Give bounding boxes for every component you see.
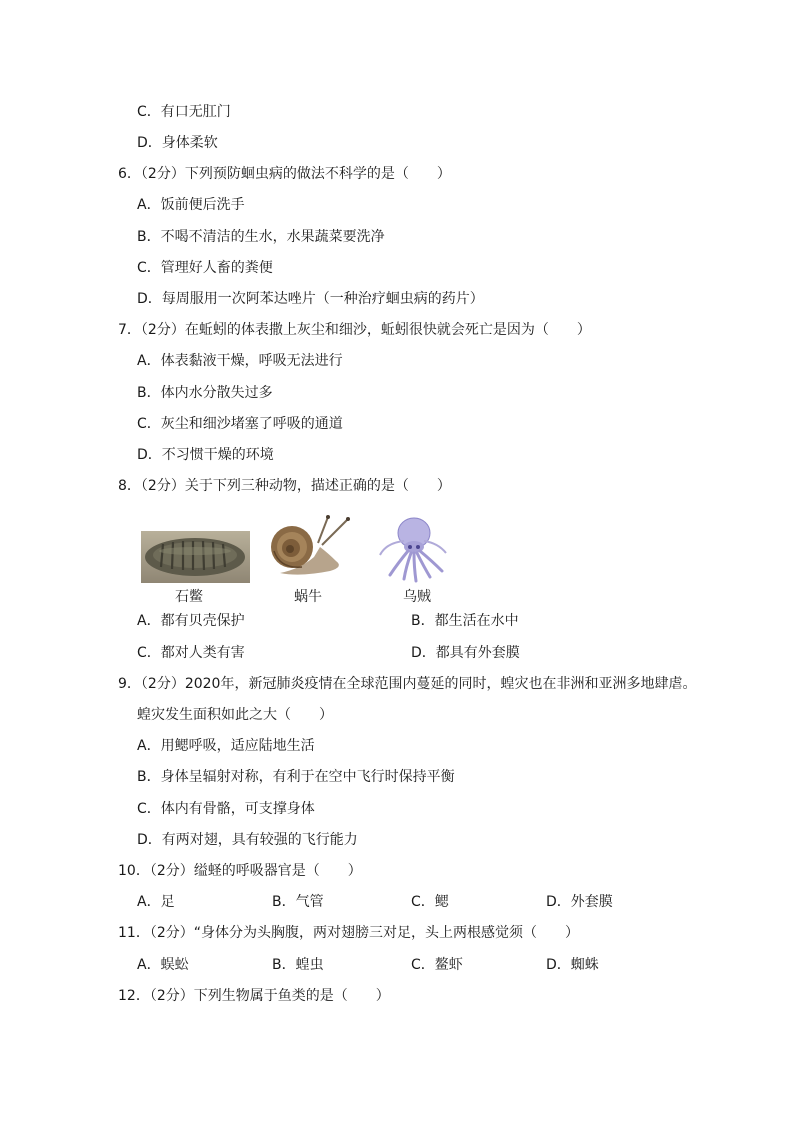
q6-stem: 6．（2分）下列预防蛔虫病的做法不科学的是（ ）	[118, 166, 451, 182]
q9-option-a: A．用鳃呼吸，适应陆地生活	[137, 738, 315, 754]
q9-stem-continued: 蝗灾发生面积如此之大（ ）	[137, 707, 333, 723]
q9-stem: 9．（2分）2020年，新冠肺炎疫情在全球范围内蔓延的同时，蝗灾也在非洲和亚洲多地肆虐。	[118, 676, 697, 692]
q5-option-c: C．有口无肛门	[137, 104, 231, 120]
q7-option-c: C．灰尘和细沙堵塞了呼吸的通道	[137, 416, 343, 432]
q6-option-a: A．饭前便后洗手	[137, 197, 245, 213]
q10-stem: 10．（2分）缢蛏的呼吸器官是（ ）	[118, 863, 362, 879]
q9-option-b: B．身体呈辐射对称，有利于在空中飞行时保持平衡	[137, 769, 455, 785]
q10-option-d: D．外套膜	[546, 894, 613, 910]
caption-snail: 蜗牛	[294, 589, 322, 605]
q7-option-d: D．不习惯干燥的环境	[137, 447, 274, 463]
squid-image	[376, 513, 450, 583]
chiton-image	[141, 531, 250, 583]
q9-option-d: D．有两对翅，具有较强的飞行能力	[137, 832, 358, 848]
q5-option-d: D．身体柔软	[137, 135, 218, 151]
q8-option-a: A．都有贝壳保护	[137, 613, 245, 629]
q11-option-b: B．蝗虫	[272, 957, 324, 973]
q9-option-c: C．体内有骨骼，可支撑身体	[137, 801, 315, 817]
q7-option-b: B．体内水分散失过多	[137, 385, 273, 401]
caption-chiton: 石鳖	[175, 589, 203, 605]
q6-option-d: D．每周服用一次阿苯达唑片（一种治疗蛔虫病的药片）	[137, 291, 484, 307]
q11-option-c: C．鳌虾	[411, 957, 463, 973]
q6-option-b: B．不喝不清洁的生水，水果蔬菜要洗净	[137, 229, 385, 245]
q6-option-c: C．管理好人畜的粪便	[137, 260, 273, 276]
q8-option-b: B．都生活在水中	[411, 613, 519, 629]
q12-stem: 12．（2分）下列生物属于鱼类的是（ ）	[118, 988, 390, 1004]
q10-option-c: C．鳃	[411, 894, 449, 910]
snail-image	[270, 513, 354, 581]
q11-option-d: D．蜘蛛	[546, 957, 599, 973]
q8-option-c: C．都对人类有害	[137, 645, 245, 661]
q10-option-b: B．气管	[272, 894, 324, 910]
q8-stem: 8．（2分）关于下列三种动物，描述正确的是（ ）	[118, 478, 451, 494]
q10-option-a: A．足	[137, 894, 175, 910]
caption-squid: 乌贼	[403, 589, 431, 605]
q7-option-a: A．体表黏液干燥，呼吸无法进行	[137, 353, 343, 369]
q11-stem: 11．（2分）“身体分为头胸腹，两对翅膀三对足，头上两根感觉须（ ）	[118, 925, 579, 941]
q8-option-d: D．都具有外套膜	[411, 645, 520, 661]
q7-stem: 7．（2分）在蚯蚓的体表撒上灰尘和细沙，蚯蚓很快就会死亡是因为（ ）	[118, 322, 591, 338]
q11-option-a: A．蜈蚣	[137, 957, 189, 973]
